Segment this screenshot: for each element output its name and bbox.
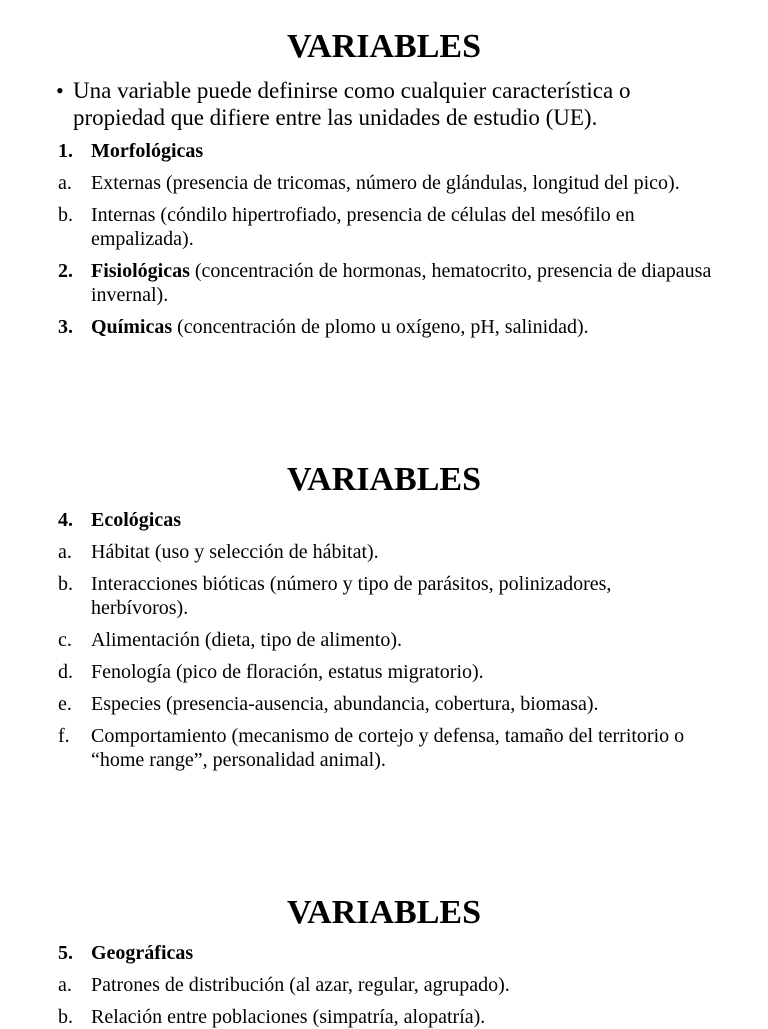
- item-term: Geográficas: [91, 942, 194, 964]
- item-marker: a.: [58, 172, 72, 194]
- item-marker: 1.: [58, 140, 73, 162]
- item-marker: d.: [58, 661, 73, 683]
- list-item: [0, 572, 768, 620]
- item-text: Especies (presencia-ausencia, abundancia, cobertura, biomasa).: [91, 693, 599, 715]
- item-text: Externas (presencia de tricomas, número de glándulas, longitud del pico).: [91, 172, 680, 194]
- definition-text: Una variable puede definirse como cualquier característica o propiedad que difiere entre las unidades de estudio (UE).: [73, 78, 631, 130]
- item-marker: b.: [58, 1006, 73, 1028]
- slide-3: [0, 893, 768, 1029]
- slide-title: VARIABLES: [286, 894, 481, 931]
- item-marker: 4.: [58, 509, 73, 531]
- list-item: [0, 139, 768, 163]
- item-text: Relación entre poblaciones (simpatría, alopatría).: [91, 1006, 486, 1028]
- slide-title: VARIABLES: [286, 28, 481, 65]
- list-item: [0, 724, 768, 772]
- list-item: [0, 259, 768, 307]
- list-item: [0, 628, 768, 652]
- item-marker: c.: [58, 629, 72, 651]
- item-text: Alimentación (dieta, tipo de alimento).: [91, 629, 403, 651]
- item-marker: a.: [58, 541, 72, 563]
- item-marker: f.: [58, 725, 70, 747]
- item-text: Comportamiento (mecanismo de cortejo y defensa, tamaño del territorio o “home range”, personalidad animal).: [91, 725, 685, 771]
- slide-2: [0, 460, 768, 772]
- list-item: [0, 941, 768, 965]
- list-item: [0, 1005, 768, 1029]
- item-term: Ecológicas: [91, 509, 181, 531]
- list-item: [0, 508, 768, 532]
- item-term: Fisiológicas: [91, 260, 190, 282]
- list-item: [0, 692, 768, 716]
- item-marker: e.: [58, 693, 72, 715]
- item-text: Patrones de distribución (al azar, regular, agrupado).: [91, 974, 510, 996]
- item-marker: a.: [58, 974, 72, 996]
- list-item: [0, 315, 768, 339]
- item-text: Internas (cóndilo hipertrofiado, presencia de células del mesófilo en empalizada).: [91, 204, 635, 250]
- item-text: Interacciones bióticas (número y tipo de parásitos, polinizadores, herbívoros).: [91, 573, 612, 619]
- list-item: [0, 660, 768, 684]
- slide-1: [0, 27, 768, 339]
- list-item: [0, 540, 768, 564]
- definition-bullet: [0, 77, 768, 131]
- item-text: Fenología (pico de floración, estatus migratorio).: [91, 661, 484, 683]
- item-marker: b.: [58, 204, 73, 226]
- list-item: [0, 203, 768, 251]
- item-term: Químicas: [91, 316, 173, 338]
- item-marker: b.: [58, 573, 73, 595]
- variable-list: [0, 941, 768, 1029]
- slide-title: VARIABLES: [286, 461, 481, 498]
- item-term: Morfológicas: [91, 140, 204, 162]
- variable-list: [0, 508, 768, 772]
- item-marker: 3.: [58, 316, 73, 338]
- item-marker: 5.: [58, 942, 73, 964]
- variable-list: [0, 139, 768, 339]
- list-item: [0, 171, 768, 195]
- bullet-dot-icon: •: [56, 78, 64, 103]
- item-text: Hábitat (uso y selección de hábitat).: [91, 541, 379, 563]
- list-item: [0, 973, 768, 997]
- item-marker: 2.: [58, 260, 73, 282]
- item-text: (concentración de plomo u oxígeno, pH, salinidad).: [172, 316, 589, 338]
- item-text: (concentración de hormonas, hematocrito, presencia de diapausa invernal).: [91, 260, 712, 306]
